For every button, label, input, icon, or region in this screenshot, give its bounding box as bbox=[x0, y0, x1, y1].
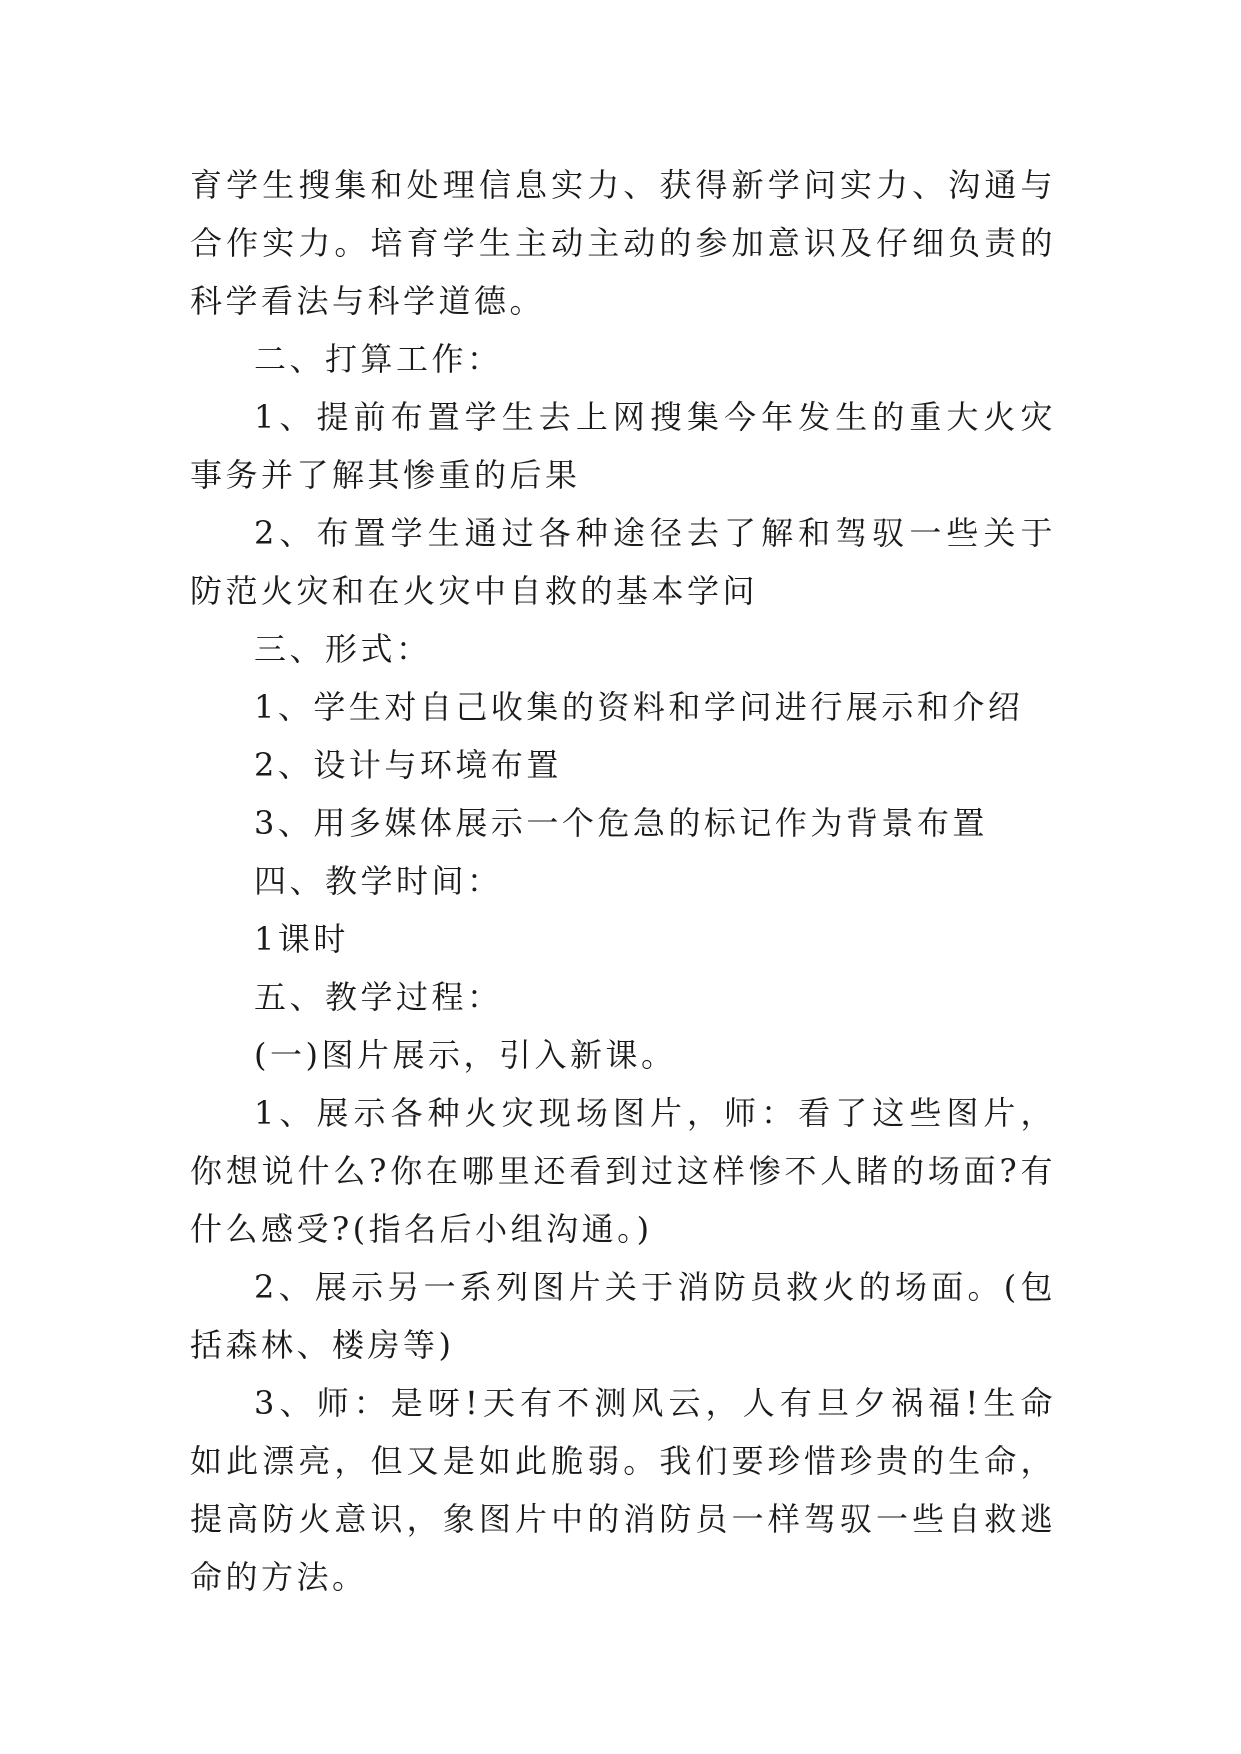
paragraph-prep-item-1: 1、提前布置学生去上网搜集今年发生的重大火灾事务并了解其惨重的后果 bbox=[190, 398, 1056, 494]
heading-preparation: 二、打算工作： bbox=[254, 340, 503, 378]
paragraph-process-item-2: 2、展示另一系列图片关于消防员救火的场面。(包括森林、楼房等) bbox=[190, 1268, 1056, 1364]
heading-teaching-time: 四、教学时间： bbox=[254, 862, 503, 900]
heading-form: 三、形式： bbox=[254, 630, 432, 668]
heading-teaching-process: 五、教学过程： bbox=[254, 978, 503, 1016]
paragraph-prep-item-2: 2、布置学生通过各种途径去了解和驾驭一些关于防范火灾和在火灾中自救的基本学问 bbox=[190, 514, 1056, 610]
paragraph-intro-continuation: 育学生搜集和处理信息实力、获得新学问实力、沟通与合作实力。培育学生主动主动的参加意识及仔细负责的科学看法与科学道德。 bbox=[190, 166, 1056, 320]
document-body bbox=[190, 156, 1056, 1606]
paragraph-form-item-1: 1、学生对自己收集的资料和学问进行展示和介绍 bbox=[254, 688, 1024, 726]
paragraph-process-item-3: 3、师：是呀!天有不测风云，人有旦夕祸福!生命如此漂亮，但又是如此脆弱。我们要珍惜珍贵的生命，提高防火意识，象图片中的消防员一样驾驭一些自救逃命的方法。 bbox=[190, 1384, 1056, 1596]
subheading-picture-display: (一)图片展示，引入新课。 bbox=[254, 1036, 677, 1074]
paragraph-process-item-1: 1、展示各种火灾现场图片，师：看了这些图片，你想说什么?你在哪里还看到过这样惨不人睹的场面?有什么感受?(指名后小组沟通。) bbox=[190, 1094, 1056, 1248]
paragraph-form-item-3: 3、用多媒体展示一个危急的标记作为背景布置 bbox=[254, 804, 988, 842]
paragraph-form-item-2: 2、设计与环境布置 bbox=[254, 746, 562, 784]
paragraph-class-hours: 1课时 bbox=[254, 920, 349, 958]
